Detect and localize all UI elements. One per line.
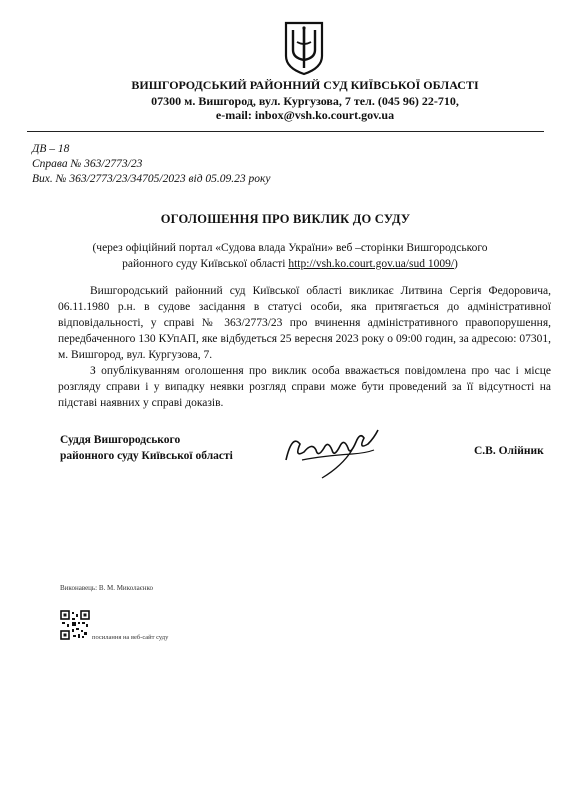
outgoing-number: Вих. № 363/2773/23/34705/2023 від 05.09.23 року [32,173,271,185]
handwritten-signature [282,420,382,482]
publication-note [80,240,500,272]
case-number: Справа № 363/2773/23 [32,158,143,170]
executor-note: Виконавець: В. М. Миколаєнко [60,584,154,592]
judge-title-line2: районного суду Київської області [60,450,233,462]
judge-name: С.В. Олійник [474,445,544,457]
court-address: 07300 м. Вишгород, вул. Кургузова, 7 тел. (045 96) 22-710, [151,94,459,108]
court-name: ВИШГОРОДСЬКИЙ РАЙОННИЙ СУД КИЇВСЬКОЇ ОБЛАСТІ [131,78,479,92]
document-code: ДВ – 18 [32,143,70,155]
judge-title-line1: Суддя Вишгородського [60,434,181,446]
court-website-link[interactable]: http://vsh.ko.court.gov.ua/sud 1009/ [288,258,455,270]
qr-caption: посилання на веб-сайт суду [92,634,169,641]
court-email: e-mail: inbox@vsh.ko.court.gov.ua [215,108,395,122]
header-divider [27,131,544,132]
document-title: ОГОЛОШЕННЯ ПРО ВИКЛИК ДО СУДУ [160,212,411,226]
publication-note-close: ) [454,258,458,270]
summons-paragraph: Вишгородський районний суд Київської області викликає Литвина Сергія Федоровича, 06.11.1980 р.н. в судове засідання в статусі особи, яка притягається до адміністративної відповідальності, у справі № 363/2773/23 про вчинення адміністративного правопорушення, передбаченного 130 КУпАП, яке відбудеться 25 вересня 2023 року о 09:00 годин, за адресою: 07301, м. Вишгород, вул. Кургузова, 7. [58,285,551,361]
qr-code-icon[interactable] [60,610,90,640]
judge-title [60,432,233,464]
coat-of-arms-icon [283,20,325,76]
notice-paragraph: З опублікуванням оголошення про виклик особа вважається повідомлена про час і місце розгляду справи і у випадку неявки розгляд справи може бути проведений за її відсутності на підставі наявних у справі доказів. [58,365,551,409]
publication-note-text: (через офіційний портал «Судова влада України» веб –сторінки Вишгородського районного суду Київської області [92,242,488,270]
